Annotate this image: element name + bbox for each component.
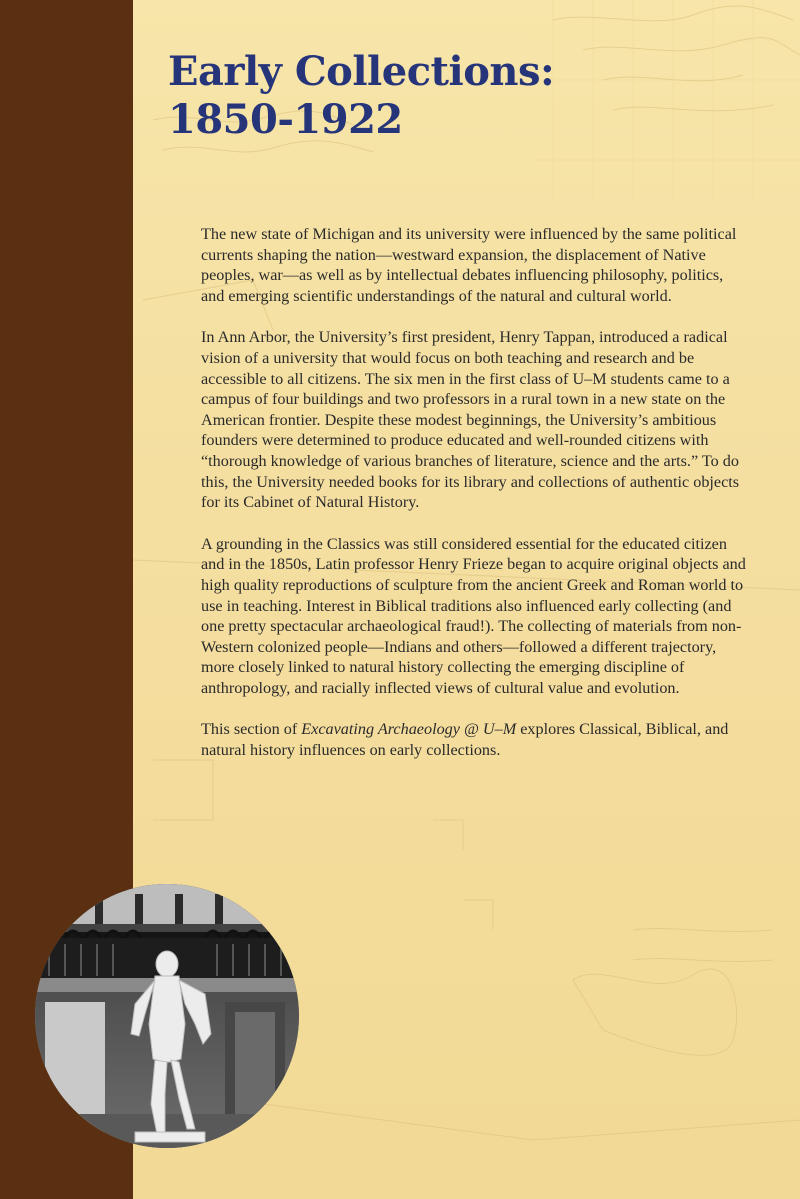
title-line-2: 1850-1922 — [168, 96, 403, 143]
title-line-1: Early Collections: — [168, 48, 555, 95]
paragraph-closing — [201, 719, 749, 760]
paragraph-1: The new state of Michigan and its university were influenced by the same political currents shaping the nation—westward expansion, the displacement of Native peoples, war—as well as by intellectual debates influencing philosophy, politics, and emerging scientific understandings of the natural and cultural world. — [201, 225, 737, 305]
apollo-statue-image — [35, 884, 299, 1148]
body-text — [201, 224, 749, 782]
page-title — [168, 48, 554, 144]
closing-text-before: This section of — [201, 720, 302, 739]
paragraph-2: In Ann Arbor, the University’s first president, Henry Tappan, introduced a radical vision of a university that would focus on both teaching and research and be accessible to all citizens. The six men in the first class of U–M students came to a campus of four buildings and two professors in a rural town in a new state on the American frontier. Despite these modest beginnings, the University’s ambitious founders were determined to produce educated and well-rounded citizens with “thorough knowledge of various branches of literature, science and the arts.” To do this, the University needed books for its library and collections of authentic objects for its Cabinet of Natural History. — [201, 328, 740, 512]
statue-photo — [35, 884, 299, 1148]
exhibit-title-italic: Excavating Archaeology @ U–M — [301, 720, 517, 739]
paragraph-3: A grounding in the Classics was still considered essential for the educated citizen and in the 1850s, Latin professor Henry Frieze began to acquire original objects and high quality reproductions of sculpture from the ancient Greek and Roman world to use in teaching. Interest in Biblical traditions also influenced early collecting (and one pretty spectacular archaeological fraud!). The collecting of materials from non-Western colonized people—Indians and others—followed a different trajectory, more closely linked to natural history collecting the emerging discipline of anthropology, and racially inflected views of cultural value and evolution. — [201, 534, 746, 697]
closing-text-after: explores Classical, Biblical, and natural history influences on early collections. — [201, 720, 729, 760]
